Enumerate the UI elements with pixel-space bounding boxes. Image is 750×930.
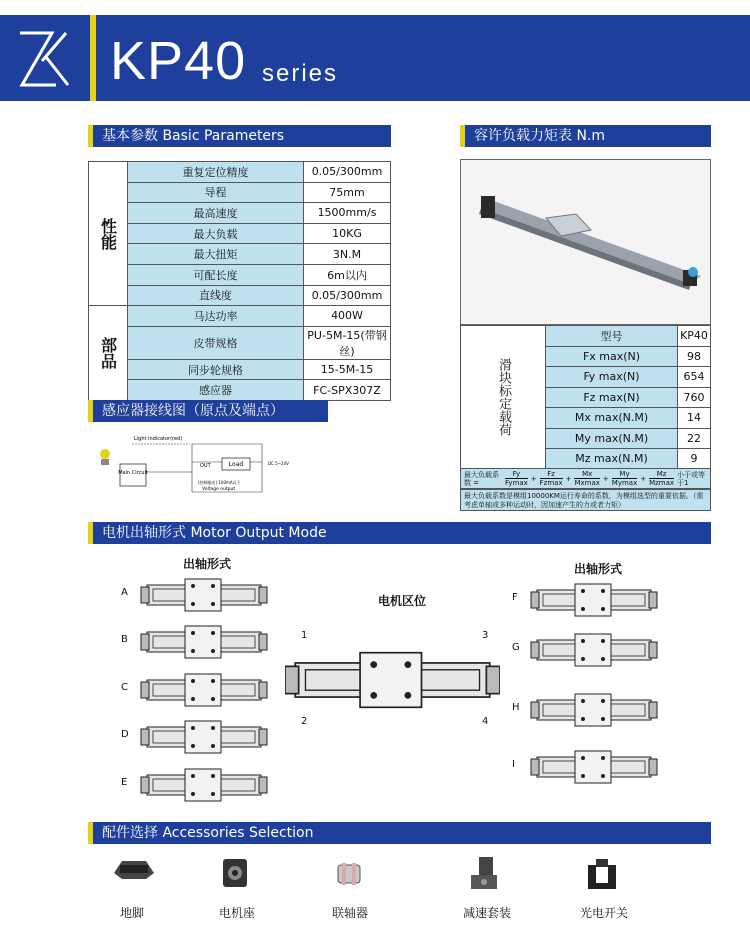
wiring-voltage-label: Voltage output xyxy=(202,487,236,492)
param-label: 最高速度 xyxy=(128,203,304,224)
left-output-title: 出轴形式 xyxy=(183,557,232,571)
param-value: 1500mm/s xyxy=(304,203,391,224)
param-row xyxy=(89,162,391,183)
wiring-dc-label: DC 5~24V xyxy=(268,461,289,466)
motor-position-number: 4 xyxy=(482,716,489,727)
formula-den: Mymax xyxy=(611,479,638,487)
load-formula xyxy=(460,468,711,489)
product-photo xyxy=(460,159,711,325)
load-label: Fx max(N) xyxy=(546,346,678,367)
section-basic-title: 基本参数 Basic Parameters xyxy=(102,128,285,144)
param-row xyxy=(89,306,391,327)
load-value: 22 xyxy=(678,428,711,449)
motor-seat-icon xyxy=(215,855,259,893)
model-title: KP40 xyxy=(110,31,247,91)
param-row xyxy=(89,326,391,359)
output-unit-left xyxy=(135,719,273,755)
indicator-light-icon xyxy=(100,449,110,459)
right-output-title: 出轴形式 xyxy=(574,562,623,576)
accessory-label: 联轴器 xyxy=(331,906,368,920)
load-label: Mz max(N.M) xyxy=(546,449,678,470)
load-label: Fy max(N) xyxy=(546,367,678,388)
section-sensor-title: 感应器接线图（原点及端点） xyxy=(102,403,284,419)
formula-num: My xyxy=(612,470,637,479)
output-unit-right xyxy=(528,749,660,785)
wiring-load-label: Load xyxy=(228,461,244,468)
output-unit-left xyxy=(135,767,273,803)
load-value: 654 xyxy=(678,367,711,388)
formula-den: Mzmax xyxy=(649,479,675,487)
output-letter: B xyxy=(121,634,128,645)
motor-position-number: 3 xyxy=(482,630,489,641)
formula-den: Fzmax xyxy=(539,479,563,487)
param-value: 0.05/300mm xyxy=(304,285,391,306)
param-label: 导程 xyxy=(128,182,304,203)
formula-term xyxy=(574,470,599,487)
load-label: Mx max(N.M) xyxy=(546,408,678,429)
param-row xyxy=(89,203,391,224)
linear-module-image xyxy=(461,160,710,324)
output-letter: G xyxy=(512,642,520,653)
formula-num: Mx xyxy=(574,470,599,479)
output-letter: F xyxy=(512,592,518,603)
param-row xyxy=(89,244,391,265)
param-value: 15-5M-15 xyxy=(304,359,391,380)
output-unit-right xyxy=(528,692,660,728)
wiring-light-label: Light indicator(red) xyxy=(134,436,183,442)
output-letter: D xyxy=(121,729,129,740)
load-value: 14 xyxy=(678,408,711,429)
page-header xyxy=(0,15,750,101)
center-unit xyxy=(285,635,500,725)
output-unit-left xyxy=(135,577,273,613)
formula-den: Fymax xyxy=(504,479,528,487)
param-label: 最大负载 xyxy=(128,223,304,244)
param-label: 皮带规格 xyxy=(128,326,304,359)
param-value: 400W xyxy=(304,306,391,327)
group-performance: 性能 xyxy=(89,162,128,306)
load-label: Fz max(N) xyxy=(546,387,678,408)
param-value: FC-SPX307Z xyxy=(304,380,391,401)
param-label: 重复定位精度 xyxy=(128,162,304,183)
section-motor-title: 电机出轴形式 Motor Output Mode xyxy=(102,525,327,541)
formula-num: Fz xyxy=(540,470,563,479)
param-value: PU-5M-15(带钢丝) xyxy=(304,326,391,359)
coupling-icon xyxy=(328,855,372,893)
section-motor xyxy=(88,522,711,544)
accessory-label: 电机座 xyxy=(218,906,255,920)
load-header-row xyxy=(461,326,711,347)
param-label: 感应器 xyxy=(128,380,304,401)
load-header-label: 型号 xyxy=(546,326,678,347)
param-row xyxy=(89,223,391,244)
group-parts: 部品 xyxy=(89,306,128,401)
output-unit-left xyxy=(135,624,273,660)
formula-term xyxy=(649,470,674,487)
section-accessories xyxy=(88,822,711,844)
section-basic xyxy=(88,125,391,147)
accessory-label: 光电开关 xyxy=(579,906,628,920)
wiring-main-label: Main Circuit xyxy=(118,470,148,476)
formula-term xyxy=(612,470,637,487)
param-value: 6m以内 xyxy=(304,264,391,285)
accent-bar xyxy=(90,15,96,101)
wiring-out-label: OUT xyxy=(200,463,211,469)
output-letter: H xyxy=(512,702,520,713)
param-value: 10KG xyxy=(304,223,391,244)
params-table xyxy=(88,161,391,401)
formula-plus: + xyxy=(530,474,537,483)
load-group-label: 滑块标定载荷 xyxy=(461,326,546,470)
formula-plus: + xyxy=(602,474,609,483)
motor-position-number: 1 xyxy=(301,630,308,641)
center-output-title: 电机区位 xyxy=(378,594,427,608)
load-label: My max(N.M) xyxy=(546,428,678,449)
load-header-value: KP40 xyxy=(678,326,711,347)
param-row xyxy=(89,380,391,401)
param-row xyxy=(89,285,391,306)
formula-term xyxy=(540,470,563,487)
section-load-title: 容许负载力矩表 N.m xyxy=(474,128,606,144)
output-letter: A xyxy=(121,587,128,598)
load-value: 760 xyxy=(678,387,711,408)
wiring-ctrl-label: (控制输出) 100mA以下 xyxy=(198,480,241,485)
section-load xyxy=(460,125,711,147)
series-label: series xyxy=(262,60,339,87)
param-label: 可配长度 xyxy=(128,264,304,285)
load-note: 最大负载系数是模组10000KM运行寿命的系数，为模组选型的重要依据。（需考虑单轴或多种运动时，因加速产生的力或者力矩） xyxy=(460,489,711,511)
foot-mount-icon xyxy=(110,855,154,893)
param-value: 3N.M xyxy=(304,244,391,265)
load-value: 9 xyxy=(678,449,711,470)
param-value: 75mm xyxy=(304,182,391,203)
output-unit-right xyxy=(528,632,660,668)
wiring-diagram xyxy=(92,432,292,512)
load-value: 98 xyxy=(678,346,711,367)
accessory-label: 地脚 xyxy=(119,906,144,920)
output-letter: E xyxy=(121,777,128,788)
param-row xyxy=(89,264,391,285)
formula-num: Mz xyxy=(649,470,674,479)
photo-switch-icon xyxy=(582,855,626,893)
formula-num: Fy xyxy=(505,470,528,479)
formula-term xyxy=(505,470,528,487)
param-row xyxy=(89,182,391,203)
formula-tail: 小于或等于1 xyxy=(677,470,706,487)
motor-position-number: 2 xyxy=(301,716,308,727)
param-label: 马达功率 xyxy=(128,306,304,327)
param-label: 最大扭矩 xyxy=(128,244,304,265)
output-unit-left xyxy=(135,672,273,708)
output-letter: I xyxy=(512,759,515,770)
section-accessories-title: 配件选择 Accessories Selection xyxy=(102,825,314,841)
output-unit-right xyxy=(528,582,660,618)
load-table xyxy=(460,325,711,470)
formula-den: Mxmax xyxy=(574,479,600,487)
reducer-kit-icon xyxy=(465,855,509,893)
accessory-label: 减速套装 xyxy=(462,906,511,920)
formula-plus: + xyxy=(565,474,572,483)
formula-plus: + xyxy=(640,474,647,483)
section-sensor xyxy=(88,400,328,422)
param-label: 同步轮规格 xyxy=(128,359,304,380)
formula-label: 最大负载系数 = xyxy=(464,470,499,487)
param-row xyxy=(89,359,391,380)
param-value: 0.05/300mm xyxy=(304,162,391,183)
param-label: 直线度 xyxy=(128,285,304,306)
output-letter: C xyxy=(121,682,128,693)
brand-logo-icon xyxy=(14,23,74,93)
